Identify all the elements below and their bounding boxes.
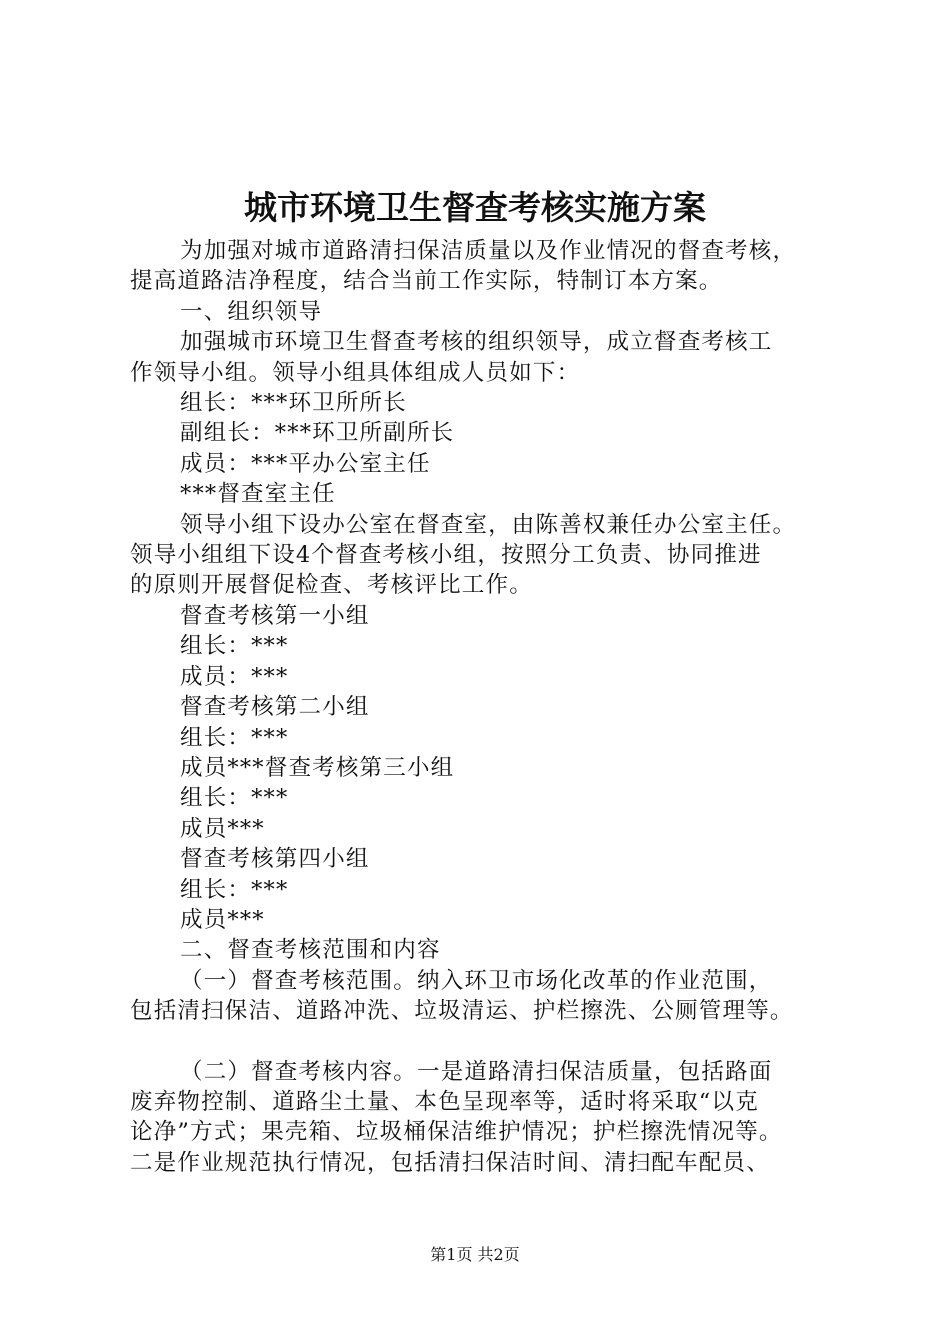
paragraph-line: （二）督查考核内容。一是道路清扫保洁质量，包括路面 xyxy=(180,1058,773,1085)
paragraph-line: 为加强对城市道路清扫保洁质量以及作业情况的督查考核， xyxy=(180,238,797,264)
paragraph-line: 论净”方式；果壳箱、垃圾桶保洁维护情况；护栏擦洗情况等。 xyxy=(130,1119,783,1146)
section-heading: 一、组织领导 xyxy=(180,298,323,325)
paragraph-line: 废弃物控制、道路尘土量、本色呈现率等，适时将采取“以克 xyxy=(130,1088,759,1115)
member-line: ***督查室主任 xyxy=(180,481,336,508)
paragraph-line: 领导小组组下设4个督查考核小组，按照分工负责、协同推进 xyxy=(130,542,762,569)
paragraph-line: 加强城市环境卫生督查考核的组织领导，成立督查考核工 xyxy=(180,329,773,356)
page-number-footer: 第1页 共2页 xyxy=(430,1245,520,1264)
group-heading: 督查考核第二小组 xyxy=(180,694,370,721)
member-line: 组长：*** xyxy=(180,633,289,660)
paragraph-line: 提高道路洁净程度，结合当前工作实际，特制订本方案。 xyxy=(130,268,723,295)
paragraph-gap xyxy=(130,1027,842,1057)
paragraph-line: 作领导小组。领导小组具体组成人员如下： xyxy=(130,359,581,386)
section-heading: 二、督查考核范围和内容 xyxy=(180,937,441,964)
member-line: 副组长：***环卫所副所长 xyxy=(180,420,455,447)
paragraph-line: 包括清扫保洁、道路冲洗、垃圾清运、护栏擦洗、公厕管理等。 xyxy=(130,998,794,1025)
document-title: 城市环境卫生督查考核实施方案 xyxy=(244,188,706,227)
member-line: 组长：*** xyxy=(180,724,289,751)
member-line: 组长：***环卫所所长 xyxy=(180,390,407,417)
member-line: 成员*** xyxy=(180,906,265,933)
member-line: 成员：*** xyxy=(180,663,289,690)
paragraph-line: 二是作业规范执行情况，包括清扫保洁时间、清扫配车配员、 xyxy=(130,1149,770,1176)
member-line: 组长：*** xyxy=(180,876,289,903)
group-heading: 督查考核第一小组 xyxy=(180,602,370,629)
member-line: 成员：***平办公室主任 xyxy=(180,450,431,477)
member-line: 组长：*** xyxy=(180,785,289,812)
document-body xyxy=(130,236,842,1178)
group-heading: 督查考核第四小组 xyxy=(180,846,370,873)
member-line: 成员*** xyxy=(180,815,265,842)
paragraph-line: 的原则开展督促检查、考核评比工作。 xyxy=(130,572,533,599)
member-line: 成员***督查考核第三小组 xyxy=(180,754,455,781)
paragraph-line: （一）督查考核范围。纳入环卫市场化改革的作业范围， xyxy=(180,967,773,994)
paragraph-line: 领导小组下设办公室在督查室，由陈善权兼任办公室主任。 xyxy=(180,511,797,538)
